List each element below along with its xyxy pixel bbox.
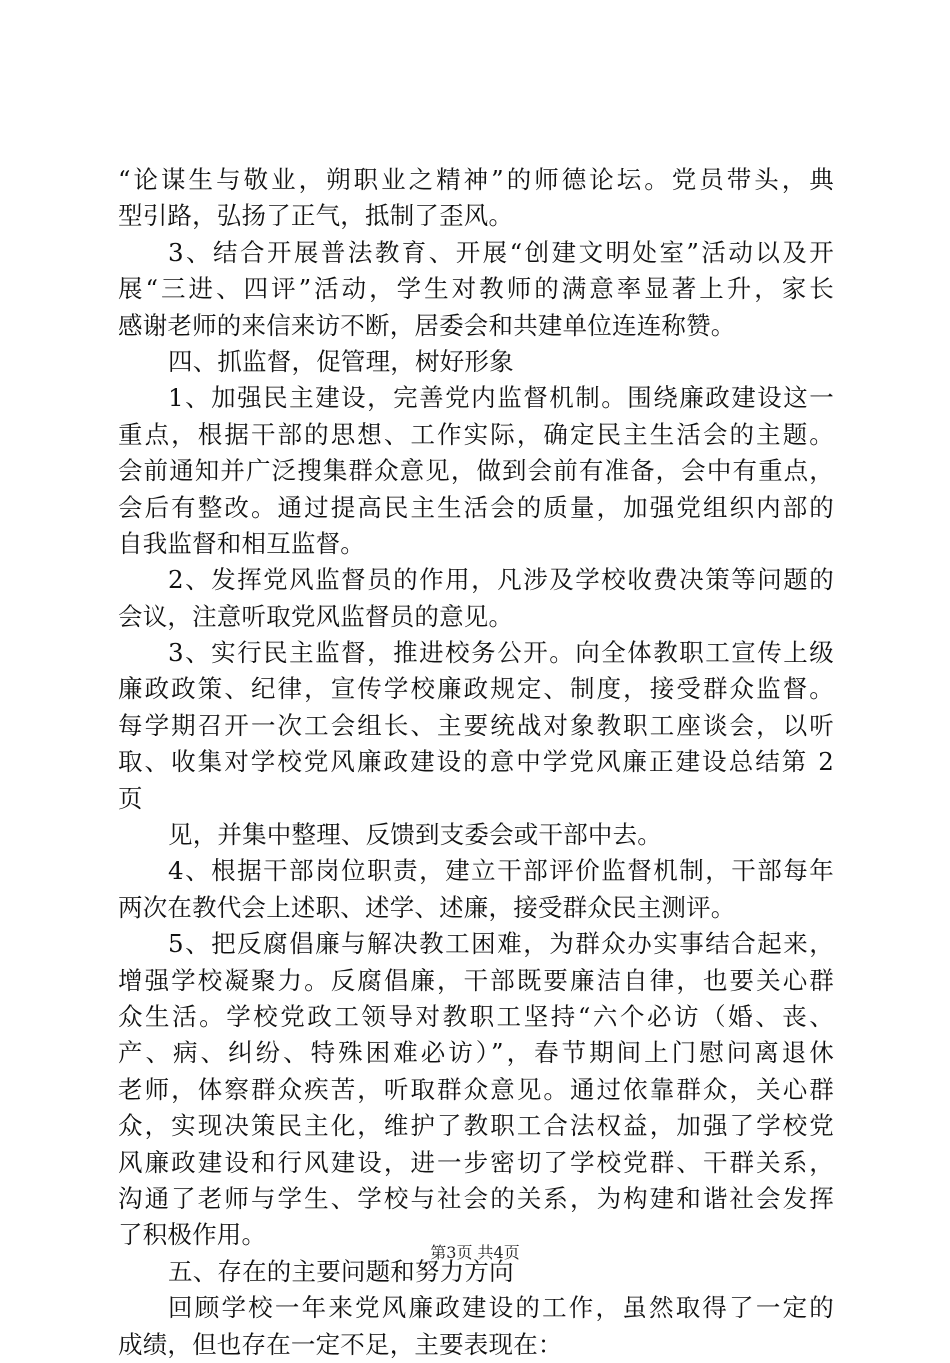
text-line: 两次在教代会上述职、述学、述廉，接受群众民主测评。 [118,892,736,922]
text-line: 五、存在的主要问题和努力方向 [168,1256,514,1286]
text-line: 沟通了老师与学生、学校与社会的关系，为构建和谐社会发挥 [118,1183,834,1213]
text-line: 1、加强民主建设，完善党内监督机制。围绕廉政建设这一 [168,383,834,413]
text-line: 风廉政建设和行风建设，进一步密切了学校党群、干群关系， [118,1147,834,1177]
text-line: 自我监督和相互监督。 [118,528,365,558]
text-line: 四、抓监督，促管理，树好形象 [168,346,514,376]
text-line: 重点，根据干部的思想、工作实际，确定民主生活会的主题。 [118,419,834,449]
text-line: 回顾学校一年来党风廉政建设的工作，虽然取得了一定的 [168,1293,834,1323]
text-line: 增强学校凝聚力。反腐倡廉，干部既要廉洁自律，也要关心群 [118,965,834,995]
text-line: 会后有整改。通过提高民主生活会的质量，加强党组织内部的 [118,492,834,522]
document-body [118,162,834,1363]
text-line: 展“三进、四评”活动，学生对教师的满意率显著上升，家长 [118,274,834,304]
text-line: 廉政政策、纪律，宣传学校廉政规定、制度，接受群众监督。 [118,674,834,704]
text-line: 产、病、纠纷、特殊困难必访）”，春节期间上门慰问离退休 [118,1038,834,1068]
text-line: “论谋生与敬业，朔职业之精神”的师德论坛。党员带头，典 [118,165,834,194]
text-line: 取、收集对学校党风廉政建设的意中学党风廉正建设总结第 2 [118,747,834,777]
text-line: 会前通知并广泛搜集群众意见，做到会前有准备，会中有重点， [118,456,834,486]
text-line: 感谢老师的来信来访不断，居委会和共建单位连连称赞。 [118,310,736,340]
text-line: 2、发挥党风监督员的作用，凡涉及学校收费决策等问题的 [168,565,834,595]
text-line: 3、实行民主监督，推进校务公开。向全体教职工宣传上级 [168,638,834,668]
text-line: 页 [118,783,143,813]
text-line: 见，并集中整理、反馈到支委会或干部中去。 [168,820,662,850]
page-footer: 第3页 共4页 [430,1243,520,1262]
text-line: 众生活。学校党政工领导对教职工坚持“六个必访（婚、丧、 [118,1001,834,1031]
text-line: 了积极作用。 [118,1220,267,1250]
text-line: 会议，注意听取党风监督员的意见。 [118,601,514,631]
text-line: 每学期召开一次工会组长、主要统战对象教职工座谈会，以听 [118,710,834,740]
text-line: 5、把反腐倡廉与解决教工困难，为群众办实事结合起来， [168,929,834,959]
text-line: 3、结合开展普法教育、开展“创建文明处室”活动以及开 [168,237,834,267]
text-line: 成绩，但也存在一定不足，主要表现在： [118,1329,563,1359]
text-line: 型引路，弘扬了正气，抵制了歪风。 [118,201,514,231]
text-line: 众，实现决策民主化，维护了教职工合法权益，加强了学校党 [118,1111,834,1141]
text-line: 老师，体察群众疾苦，听取群众意见。通过依靠群众，关心群 [118,1074,834,1104]
text-line: 4、根据干部岗位职责，建立干部评价监督机制，干部每年 [168,856,834,886]
